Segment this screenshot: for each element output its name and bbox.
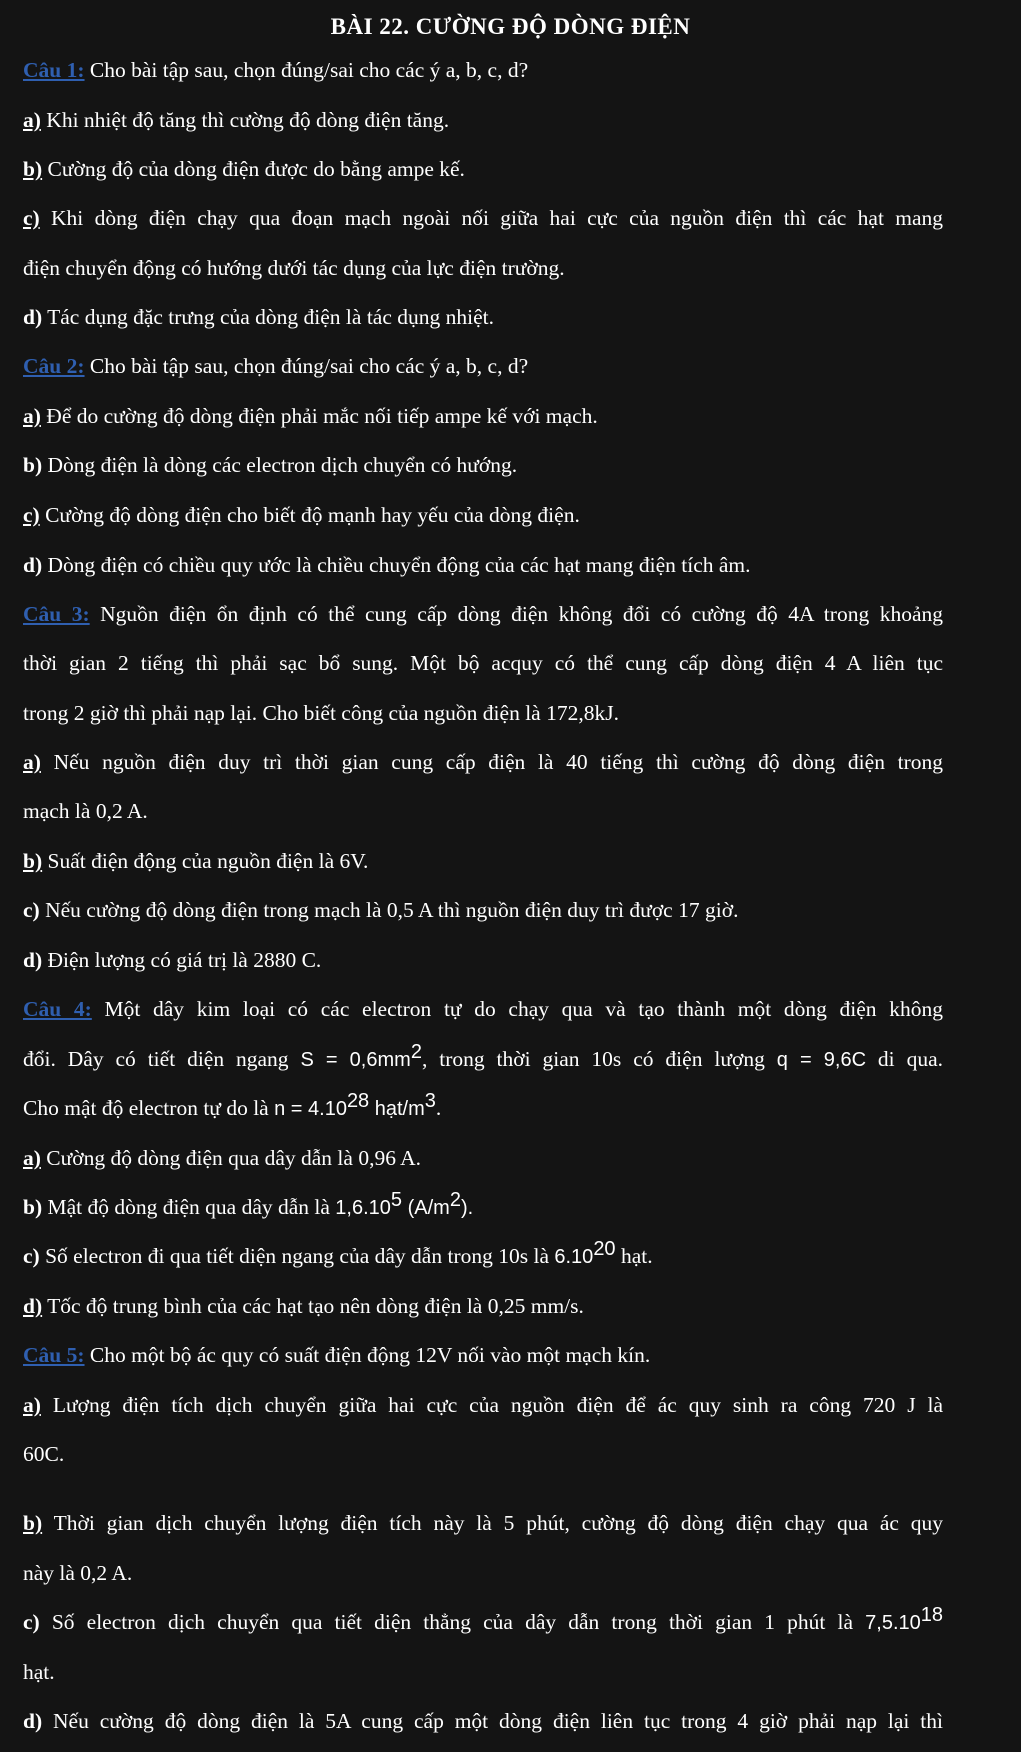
question-2	[23, 352, 943, 380]
option-label: d)	[23, 305, 43, 329]
question-4-text: di qua.	[866, 1047, 943, 1071]
question-3-option-a-line1	[23, 748, 943, 776]
option-label: d)	[23, 1709, 43, 1733]
question-3-text: Nguồn điện ổn định có thể cung cấp dòng điện không đổi có cường độ 4A trong khoảng	[89, 602, 943, 626]
question-3-text: trong 2 giờ thì phải nạp lại. Cho biết công của nguồn điện là 172,8kJ.	[23, 701, 619, 725]
question-1-label: Câu 1:	[23, 58, 85, 82]
option-text: Dòng điện có chiều quy ước là chiều chuyển động của các hạt mang điện tích âm.	[42, 553, 751, 577]
option-label: b)	[23, 1511, 43, 1535]
question-2-label: Câu 2:	[23, 354, 85, 378]
question-5-option-b-line2	[23, 1559, 943, 1587]
option-label: c)	[23, 898, 40, 922]
question-4-option-c	[23, 1237, 943, 1271]
option-text: Khi nhiệt độ tăng thì cường độ dòng điện tăng.	[40, 108, 450, 132]
question-1	[23, 56, 943, 84]
question-5	[23, 1341, 943, 1369]
question-4-option-b	[23, 1188, 943, 1222]
option-text: mạch là 0,2 A.	[23, 799, 148, 823]
question-3-label: Câu 3:	[23, 602, 90, 626]
superscript: 20	[593, 1237, 616, 1260]
option-label: b)	[23, 849, 43, 873]
question-2-option-a	[23, 402, 943, 430]
option-label: c)	[23, 206, 40, 230]
option-text: Số electron dịch chuyển qua tiết diện thẳng của dây dẫn trong thời gian 1 phút là	[39, 1610, 866, 1634]
option-text: Suất điện động của nguồn điện là 6V.	[42, 849, 369, 873]
question-5-option-b-line1	[23, 1509, 943, 1537]
question-1-option-c-line1	[23, 204, 943, 232]
equation: 1,6.10	[335, 1197, 391, 1219]
option-label: a)	[23, 750, 41, 774]
option-label: d)	[23, 553, 43, 577]
option-text: Nếu cường độ dòng điện trong mạch là 0,5 A thì nguồn điện duy trì được 17 giờ.	[39, 898, 739, 922]
question-5-option-d	[23, 1707, 943, 1735]
option-text: Cường độ dòng điện cho biết độ mạnh hay yếu của dòng điện.	[39, 503, 580, 527]
page-title: BÀI 22. CƯỜNG ĐỘ DÒNG ĐIỆN	[330, 14, 691, 39]
superscript: 5	[390, 1188, 403, 1211]
question-3-option-b	[23, 847, 943, 875]
option-label: b)	[23, 157, 43, 181]
option-label: c)	[23, 1244, 40, 1268]
question-5-option-c-line1	[23, 1603, 943, 1637]
option-text: Cường độ dòng điện qua dây dẫn là 0,96 A.	[40, 1146, 422, 1170]
question-5-text: Cho một bộ ác quy có suất điện động 12V nối vào một mạch kín.	[84, 1343, 651, 1367]
question-1-option-b	[23, 155, 943, 183]
unit: hạt/m	[369, 1098, 425, 1120]
option-text: Nếu cường độ dòng điện là 5A cung cấp một dòng điện liên tục trong 4 giờ phải nạp lại thì	[42, 1709, 943, 1733]
equation: 7,5.10	[865, 1612, 921, 1634]
question-1-option-a	[23, 106, 943, 134]
option-text: Tốc độ trung bình của các hạt tạo nên dòng điện là 0,25 mm/s.	[42, 1294, 584, 1318]
option-text: Cường độ của dòng điện được do bằng ampe kế.	[42, 157, 465, 181]
option-text: Lượng điện tích dịch chuyển giữa hai cực của nguồn điện để ác quy sinh ra công 720 J là	[40, 1393, 943, 1417]
question-3-line2	[23, 649, 943, 677]
question-4-line2	[23, 1040, 943, 1074]
option-label: c)	[23, 503, 40, 527]
superscript: 2	[410, 1040, 422, 1063]
question-2-option-d	[23, 551, 943, 579]
superscript: 3	[424, 1089, 436, 1112]
option-text: Số electron đi qua tiết diện ngang của dây dẫn trong 10s là	[39, 1244, 555, 1268]
question-2-option-c	[23, 501, 943, 529]
question-4-text: Cho mật độ electron tự do là	[23, 1096, 275, 1120]
question-3-option-d	[23, 946, 943, 974]
option-label: b)	[23, 1195, 43, 1219]
option-text: Điện lượng có giá trị là 2880 C.	[42, 948, 322, 972]
option-text: này là 0,2 A.	[23, 1561, 133, 1585]
option-label: a)	[23, 108, 41, 132]
question-3-option-c	[23, 896, 943, 924]
option-label: d)	[23, 948, 43, 972]
option-text: Tác dụng đặc trưng của dòng điện là tác dụng nhiệt.	[42, 305, 494, 329]
option-text: hạt.	[615, 1244, 653, 1268]
question-3-option-a-line2	[23, 797, 943, 825]
option-label: d)	[23, 1294, 43, 1318]
option-text: Mật độ dòng điện qua dây dẫn là	[42, 1195, 336, 1219]
option-text: hạt.	[23, 1660, 55, 1684]
question-5-label: Câu 5:	[23, 1343, 85, 1367]
question-1-option-c-line2	[23, 254, 943, 282]
option-text: Thời gian dịch chuyển lượng điện tích này là 5 phút, cường độ dòng điện chạy qua ác quy	[42, 1511, 943, 1535]
option-label: b)	[23, 453, 43, 477]
option-text: Khi dòng điện chạy qua đoạn mạch ngoài nối giữa hai cực của nguồn điện thì các hạt mang	[39, 206, 943, 230]
question-4-text: , trong thời gian 10s có điện lượng	[421, 1047, 777, 1071]
option-label: c)	[23, 1610, 40, 1634]
equation: 6.10	[554, 1246, 594, 1268]
option-label: a)	[23, 1393, 41, 1417]
question-2-option-b	[23, 451, 943, 479]
question-2-text: Cho bài tập sau, chọn đúng/sai cho các ý a, b, c, d?	[84, 354, 529, 378]
question-3-text: thời gian 2 tiếng thì phải sạc bổ sung. Một bộ acquy có thể cung cấp dòng điện 4 A liên tục	[23, 651, 943, 675]
option-label: a)	[23, 404, 41, 428]
question-5-option-a-line1	[23, 1391, 943, 1419]
equation: S = 0,6mm	[300, 1049, 411, 1071]
option-text: 60C.	[23, 1442, 65, 1466]
unit: (A/m	[402, 1197, 450, 1219]
question-1-text: Cho bài tập sau, chọn đúng/sai cho các ý a, b, c, d?	[84, 58, 529, 82]
question-1-option-d	[23, 303, 943, 331]
question-4-line3	[23, 1089, 943, 1123]
question-5-option-a-line2	[23, 1440, 943, 1468]
question-3-line1	[23, 600, 943, 628]
option-text: Dòng điện là dòng các electron dịch chuyển có hướng.	[42, 453, 518, 477]
question-5-option-c-line2	[23, 1658, 943, 1686]
question-4-label: Câu 4:	[23, 997, 92, 1021]
equation: q = 9,6C	[776, 1049, 867, 1071]
superscript: 2	[449, 1188, 461, 1211]
option-text: Để do cường độ dòng điện phải mắc nối tiếp ampe kế với mạch.	[40, 404, 598, 428]
equation: n = 4.10	[274, 1098, 347, 1120]
superscript: 28	[346, 1089, 370, 1112]
question-4-text: .	[435, 1096, 442, 1120]
question-4-option-d	[23, 1292, 943, 1320]
question-4-line1	[23, 995, 943, 1023]
unit: ).	[460, 1197, 474, 1219]
superscript: 18	[920, 1603, 943, 1626]
option-label: a)	[23, 1146, 41, 1170]
question-4-option-a	[23, 1144, 943, 1172]
option-text: điện chuyển động có hướng dưới tác dụng của lực điện trường.	[23, 256, 565, 280]
option-text: Nếu nguồn điện duy trì thời gian cung cấp điện là 40 tiếng thì cường độ dòng điện trong	[40, 750, 943, 774]
question-4-text: đổi. Dây có tiết diện ngang	[23, 1047, 301, 1071]
question-3-line3	[23, 699, 943, 727]
question-4-text: Một dây kim loại có các electron tự do chạy qua và tạo thành một dòng điện không	[91, 997, 943, 1021]
